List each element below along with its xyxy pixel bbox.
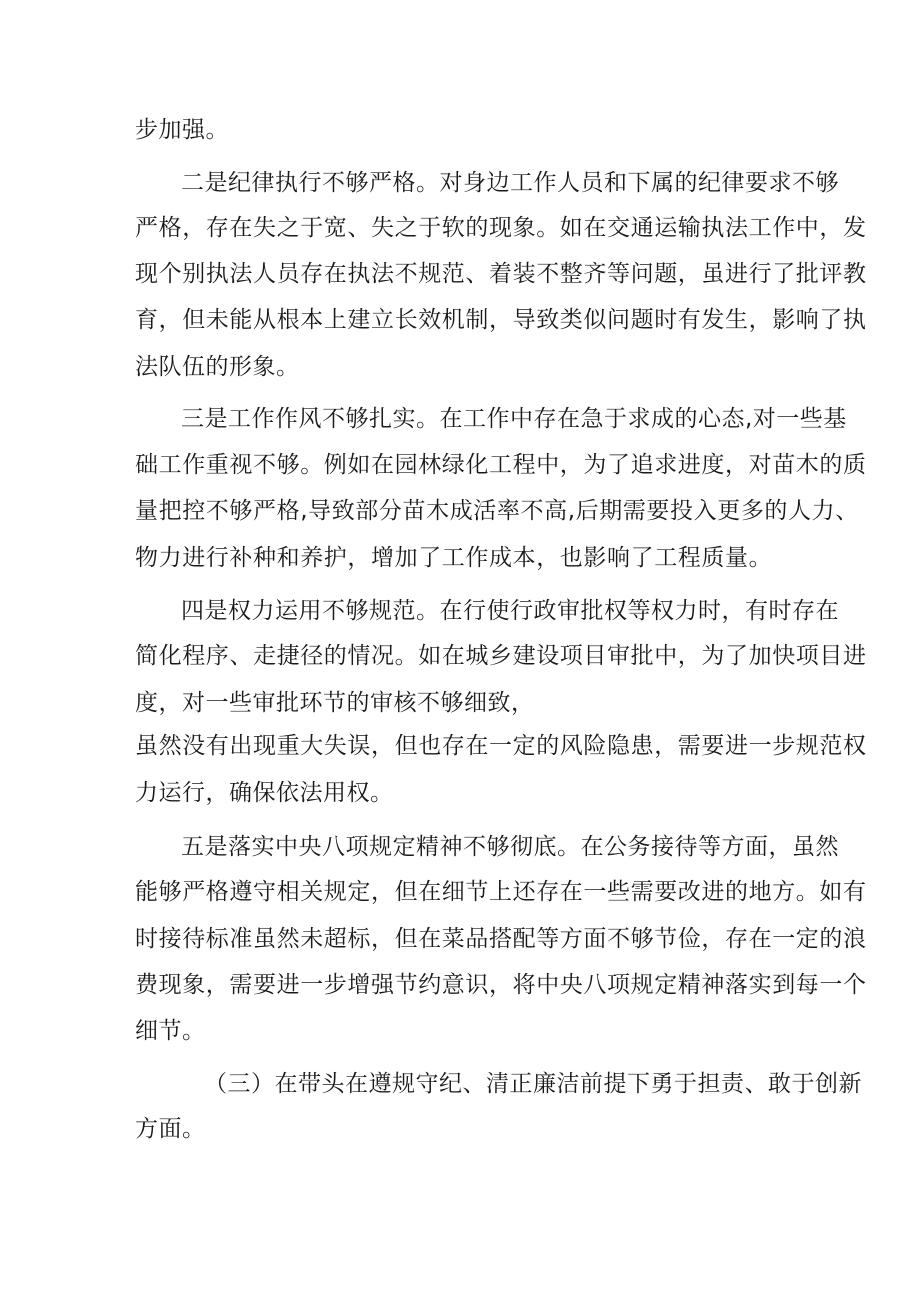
text-line: 础工作重视不够。例如在园林绿化工程中，为了追求进度，对苗木的质 [135, 452, 867, 478]
text-line: 虽然没有出现重大失误，但也存在一定的风险隐患，需要进一步规范权 [135, 733, 867, 759]
text-line: 简化程序、走捷径的情况。如在城乡建设项目审批中，为了加快项目进 [135, 643, 867, 669]
text-line: 现个别执法人员存在执法不规范、着装不整齐等问题，虽进行了批评教 [135, 261, 867, 287]
text-line: 育，但未能从根本上建立长效机制，导致类似问题时有发生，影响了执 [135, 307, 867, 333]
text-line: 费现象，需要进一步增强节约意识，将中央八项规定精神落实到每一个 [135, 972, 867, 998]
text-line: 细节。 [135, 1018, 206, 1044]
paragraph-power-start: 四是权力运用不够规范。在行使行政审批权等权力时，有时存在 [181, 598, 839, 624]
paragraph-work-style-start: 三是工作作风不够扎实。在工作中存在急于求成的心态,对一些基 [181, 406, 847, 432]
text-line: 严格，存在失之于宽、失之于软的现象。如在交通运输执法工作中，发 [135, 215, 867, 241]
text-line: 力运行，确保依法用权。 [135, 780, 394, 806]
text-line: 度，对一些审批环节的审核不够细致， [135, 690, 535, 716]
text-line: 量把控不够严格,导致部分苗木成活率不高,后期需要投入更多的人力、 [135, 498, 859, 524]
section-heading-three: （三）在带头在遵规守纪、清正廉洁前提下勇于担责、敢于创新 [204, 1071, 862, 1097]
text-line: 法队伍的形象。 [135, 354, 300, 380]
paragraph-discipline-start: 二是纪律执行不够严格。对身边工作人员和下属的纪律要求不够 [181, 170, 839, 196]
text-line: 能够严格遵守相关规定，但在细节上还存在一些需要改进的地方。如有 [135, 879, 867, 905]
text-line: 时接待标准虽然未超标，但在菜品搭配等方面不够节俭，存在一定的浪 [135, 926, 867, 952]
paragraph-eight-rules-start: 五是落实中央八项规定精神不够彻底。在公务接待等方面，虽然 [181, 834, 839, 860]
text-line: 方面。 [135, 1116, 206, 1142]
text-line: 物力进行补种和养护，增加了工作成本，也影响了工程质量。 [135, 545, 773, 571]
text-line: 步加强。 [135, 117, 229, 143]
